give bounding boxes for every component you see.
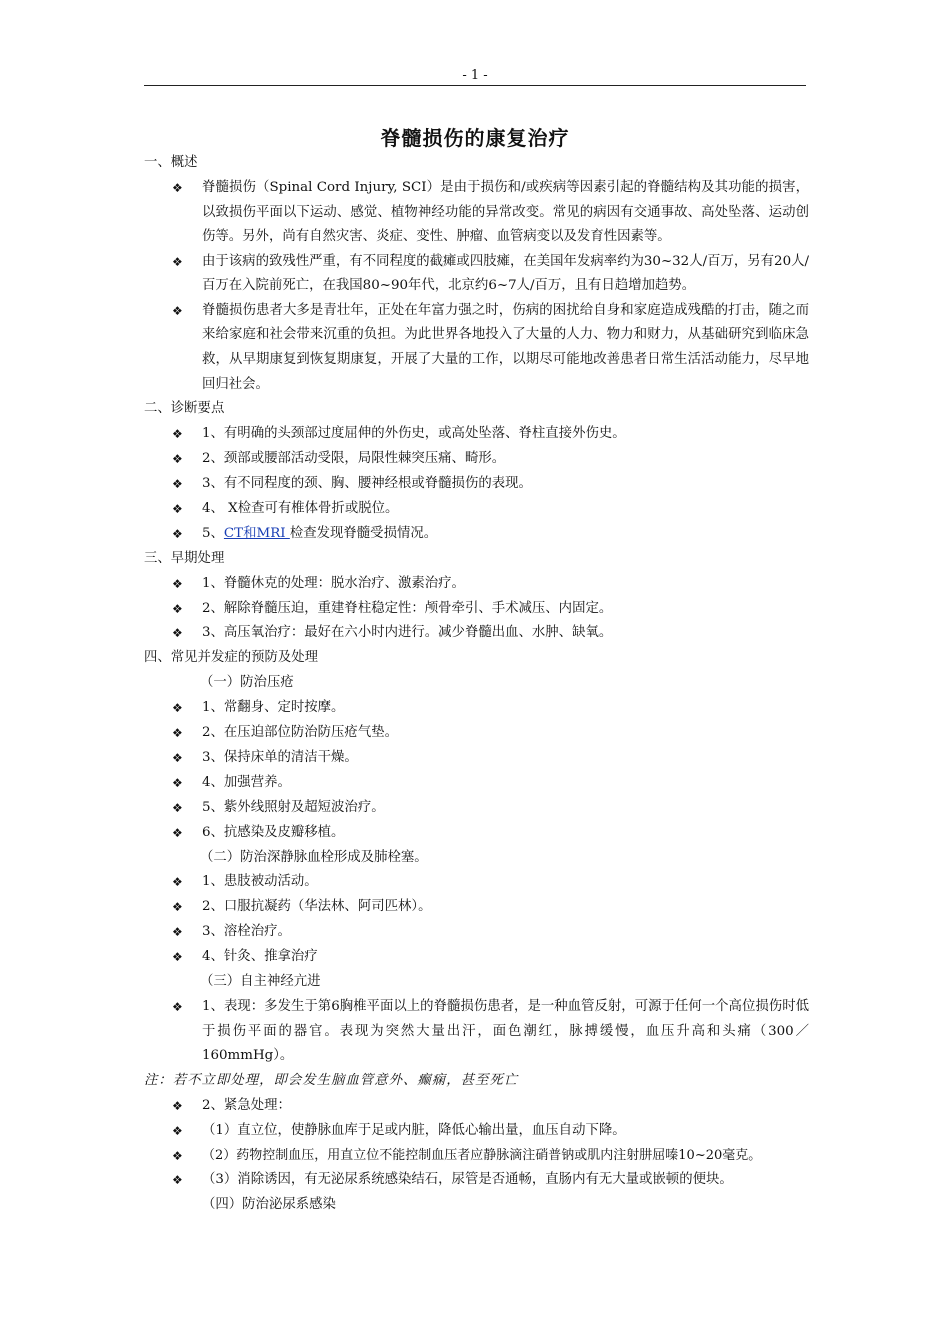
pressure-sore-item-3: 3、保持床单的清洁干燥。 [202,749,358,765]
diamond-bullet-icon: ❖ [172,452,183,467]
list-item [144,176,809,250]
diamond-bullet-icon: ❖ [172,626,183,641]
diamond-bullet-icon: ❖ [172,825,183,840]
early-item-3: 3、高压氧治疗：最好在六小时内进行。减少脊髓出血、水肿、缺氧。 [202,625,613,641]
diamond-bullet-icon: ❖ [172,701,183,716]
list-item [144,299,809,397]
dvt-item-4: 4、针灸、推拿治疗 [202,949,318,965]
list-item [144,1168,809,1193]
section-heading-early: 三、早期处理 [144,550,225,566]
list-item [144,995,809,1069]
list-item [144,1144,809,1169]
subheading-dvt: （二）防治深静脉血栓形成及肺栓塞。 [200,849,428,865]
diamond-bullet-icon: ❖ [172,750,183,765]
subheading-urinary: （四）防治泌尿系感染 [202,1197,336,1213]
diagnosis-item-5-suffix: 检查发现脊髓受损情况。 [289,525,438,541]
diamond-bullet-icon: ❖ [172,576,183,591]
list-item [144,821,809,846]
subheading-pressure-sores: （一）防治压疮 [200,675,294,691]
pressure-sore-item-2: 2、在压迫部位防治防压疮气垫。 [202,725,398,741]
header-rule [144,85,806,86]
list-item [144,696,809,721]
diamond-bullet-icon: ❖ [172,1123,183,1138]
diagnosis-item-5 [202,522,809,547]
list-item [144,771,809,796]
diamond-bullet-icon: ❖ [172,800,183,815]
dvt-item-3: 3、溶栓治疗。 [202,924,291,940]
subheading-autonomic: （三）自主神经亢进 [200,974,321,990]
diagnosis-item-2: 2、颈部或腰部活动受限，局限性棘突压痛、畸形。 [202,451,506,467]
emergency-item-2: （2）药物控制血压，用直立位不能控制血压者应静脉滴注硝普钠或肌内注射肼屈嗪10~20毫克。 [202,1147,762,1163]
list-item [144,895,809,920]
diagnosis-item-1: 1、有明确的头颈部过度屈伸的外伤史，或高处坠落、脊柱直接外伤史。 [202,426,626,442]
warning-note: 注：若不立即处理，即会发生脑血管意外、癫痫，甚至死亡 [144,1072,519,1088]
page-number: - 1 - [462,68,488,83]
diamond-bullet-icon: ❖ [172,180,183,195]
section-heading-overview: 一、概述 [144,155,198,170]
diagnosis-item-5-prefix: 5、 [202,525,224,541]
overview-paragraph-2: 由于该病的致残性严重，有不同程度的截瘫或四肢瘫，在美国年发病率约为30~32人/百万，另有20人/百万在入院前死亡，在我国80~90年代，北京约6~7人/百万，且有日趋增加趋势。 [202,253,809,294]
section-heading-diagnosis: 二、诊断要点 [144,401,225,417]
document-title: 脊髓损伤的康复治疗 [380,126,570,150]
list-item [144,597,809,622]
list-item [144,497,809,522]
pressure-sore-item-1: 1、常翻身、定时按摩。 [202,700,345,716]
list-item [144,870,809,895]
emergency-item-1: （1）直立位，使静脉血库于足或内脏，降低心输出量，血压自动下降。 [202,1122,626,1138]
diagnosis-item-3: 3、有不同程度的颈、胸、腰神经根或脊髓损伤的表现。 [202,475,532,491]
diamond-bullet-icon: ❖ [172,950,183,965]
autonomic-item-1: 1、表现：多发生于第6胸椎平面以上的脊髓损伤患者，是一种血管反射，可源于任何一个高位损伤时低于损伤平面的器官。表现为突然大量出汗，面色潮红，脉搏缓慢，血压升高和头痛（300／160mmHg）。 [202,999,809,1064]
list-item [144,1119,809,1144]
diamond-bullet-icon: ❖ [172,1098,183,1113]
diamond-bullet-icon: ❖ [172,1173,183,1188]
diamond-bullet-icon: ❖ [172,526,183,541]
list-item [144,572,809,597]
list-item [144,746,809,771]
diamond-bullet-icon: ❖ [172,726,183,741]
pressure-sore-item-4: 4、加强营养。 [202,774,291,790]
diamond-bullet-icon: ❖ [172,900,183,915]
emergency-item-3: （3）消除诱因，有无泌尿系统感染结石，尿管是否通畅，直肠内有无大量或嵌顿的便块。 [202,1172,733,1188]
diamond-bullet-icon: ❖ [172,501,183,516]
list-item [144,422,809,447]
diamond-bullet-icon: ❖ [172,601,183,616]
emergency-heading: 2、紧急处理： [202,1097,291,1113]
list-item [144,796,809,821]
pressure-sore-item-5: 5、紫外线照射及超短波治疗。 [202,799,385,815]
dvt-item-1: 1、患肢被动活动。 [202,874,318,890]
list-item [144,447,809,472]
list-item [144,522,809,547]
list-item [144,1094,809,1119]
diamond-bullet-icon: ❖ [172,303,183,318]
list-item [144,945,809,970]
diagnosis-item-4: 4、 X检查可有椎体骨折或脱位。 [202,500,399,516]
diamond-bullet-icon: ❖ [172,875,183,890]
diamond-bullet-icon: ❖ [172,925,183,940]
ct-mri-link[interactable]: CT和MRI [223,525,290,541]
diamond-bullet-icon: ❖ [172,1000,183,1014]
diamond-bullet-icon: ❖ [172,427,183,442]
dvt-item-2: 2、口服抗凝药（华法林、阿司匹林）。 [202,899,432,915]
diamond-bullet-icon: ❖ [172,254,183,269]
diamond-bullet-icon: ❖ [172,775,183,790]
early-item-2: 2、解除脊髓压迫，重建脊柱稳定性：颅骨牵引、手术减压、内固定。 [202,600,613,616]
document-body [144,151,809,1218]
list-item [144,920,809,945]
diamond-bullet-icon: ❖ [172,476,183,491]
diamond-bullet-icon: ❖ [172,1148,183,1163]
list-item [144,250,809,299]
list-item [144,472,809,497]
list-item [144,621,809,646]
pressure-sore-item-6: 6、抗感染及皮瓣移植。 [202,824,345,840]
overview-paragraph-1: 脊髓损伤（Spinal Cord Injury, SCI）是由于损伤和/或疾病等因素引起的脊髓结构及其功能的损害，以致损伤平面以下运动、感觉、植物神经功能的异常改变。常见的病因有交通事故、高处坠落、运动创伤等。另外，尚有自然灾害、炎症、变性、肿瘤、血管病变以及发育性因素等。 [202,179,809,245]
overview-paragraph-3: 脊髓损伤患者大多是青壮年，正处在年富力强之时，伤病的困扰给自身和家庭造成残酷的打击，随之而来给家庭和社会带来沉重的负担。为此世界各地投入了大量的人力、物力和财力，从基础研究到临床急救，从早期康复到恢复期康复，开展了大量的工作，以期尽可能地改善患者日常生活活动能力，尽早地回归社会。 [202,302,809,392]
list-item [144,721,809,746]
section-heading-complications: 四、常见并发症的预防及处理 [144,650,319,666]
early-item-1: 1、脊髓休克的处理：脱水治疗、激素治疗。 [202,575,465,591]
